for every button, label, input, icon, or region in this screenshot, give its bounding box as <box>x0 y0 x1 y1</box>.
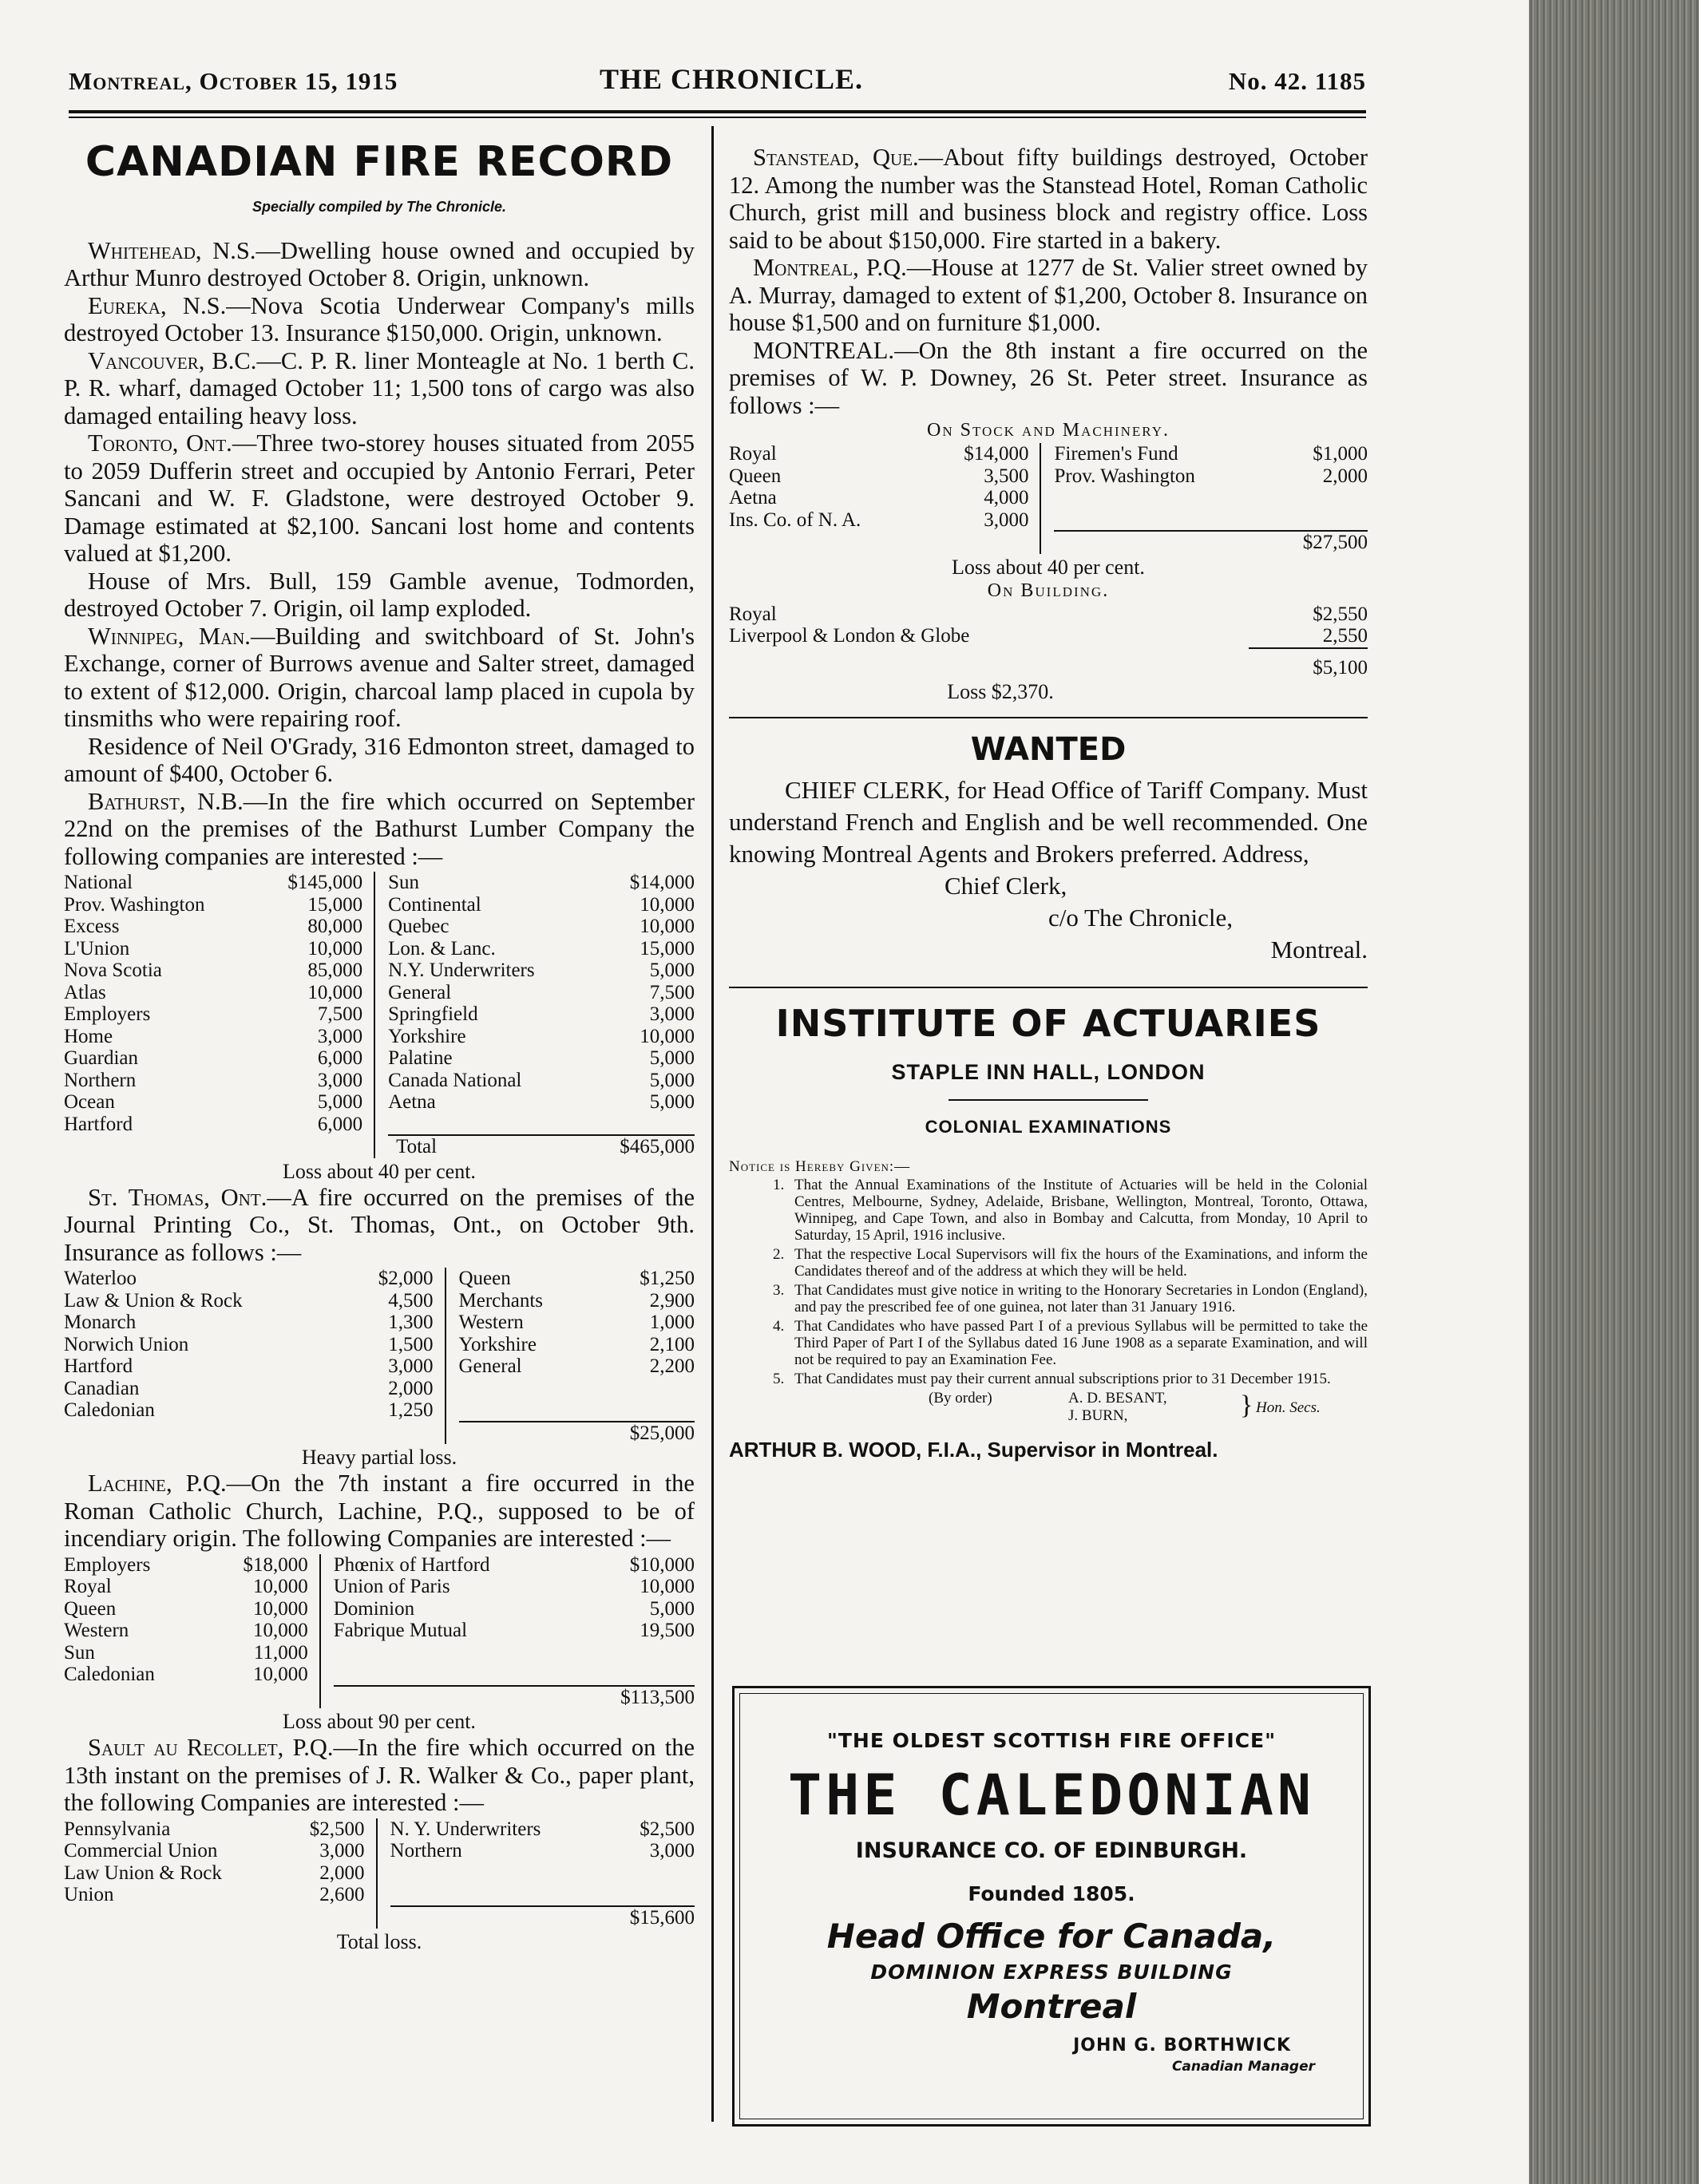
insured-amount: 2,600 <box>319 1884 365 1905</box>
company-name: Commercial Union <box>64 1840 218 1862</box>
stock-heading: On Stock and Machinery. <box>927 420 1170 441</box>
table-separator <box>362 1091 374 1114</box>
insured-amount: 3,000 <box>649 1003 695 1025</box>
table-row <box>64 982 695 1004</box>
company-name: Canada National <box>388 1069 522 1091</box>
wanted-title: WANTED <box>970 731 1127 768</box>
wanted-body: CHIEF CLERK, for Head Office of Tariff Company. Must understand French and English and be well recommended. One knowing Montreal Agents and Brokers preferred. Address, <box>729 776 1368 868</box>
montreal-valier-entry: Montreal, P.Q.—House at 1277 de St. Valier street owned by A. Murray, damaged to extent of $1,200, October 8. Insurance on house $1,500 and on furniture $1,000. <box>729 254 1368 336</box>
company-name: Western <box>64 1620 129 1641</box>
insured-amount: 4,500 <box>388 1289 434 1312</box>
company-name: Quebec <box>388 916 450 937</box>
table-separator <box>308 1554 320 1577</box>
insured-amount: 3,000 <box>317 1025 363 1047</box>
company-name: Prov. Washington <box>64 893 205 916</box>
table-separator <box>434 1399 446 1422</box>
company-name: Northern <box>390 1840 462 1862</box>
table-row <box>729 509 1368 532</box>
section-rule <box>729 717 1368 718</box>
notice-item: 5. That Candidates must pay their current annual subscriptions prior to 31 December 1915. <box>788 1371 1368 1387</box>
fire-entry: Winnipeg, Man.—Building and switchboard of St. John's Exchange, corner of Burrows avenue and Salter street, damaged to extent of $12,000. Origin, charcoal lamp placed in cupola by tinsmiths who were repairing roof. <box>64 622 695 732</box>
institute-subtitle: STAPLE INN HALL, LONDON <box>891 1060 1206 1084</box>
notice-item: 4. That Candidates who have passed Part I of a previous Syllabus will be permitted to take the Third Paper of Part I of the Syllabus dated 16 June 1908 as a separate Examination, and will not be required to pay an Examination Fee. <box>788 1318 1368 1368</box>
ad-manager-title: Canadian Manager <box>1171 2059 1315 2075</box>
company-name: Ins. Co. of N. A. <box>729 508 861 531</box>
insured-amount: 10,000 <box>252 1664 308 1685</box>
table-row <box>64 1026 695 1048</box>
header-rule <box>69 110 1366 113</box>
total-amount: $465,000 <box>591 1135 695 1158</box>
wanted-ad <box>729 731 1368 966</box>
company-name: Palatine <box>388 1047 453 1069</box>
table-separator <box>365 1840 377 1862</box>
company-name: Hartford <box>64 1113 133 1135</box>
building-loss-note: Loss $2,370. <box>947 680 1054 703</box>
wanted-address-line1: Chief Clerk, <box>945 872 1067 900</box>
table-separator <box>362 1047 374 1070</box>
brace: } <box>1240 1391 1253 1420</box>
table-separator <box>362 1114 374 1136</box>
insured-amount: $2,500 <box>309 1818 365 1840</box>
total-row <box>64 1906 695 1929</box>
fire-entry: Vancouver, B.C.—C. P. R. liner Monteagle at No. 1 berth C. P. R. wharf, damaged October 11; 1,500 tons of cargo was also damaged entailing heavy loss. <box>64 346 695 429</box>
total-amount: $5,100 <box>1249 648 1368 679</box>
ad-manager: JOHN G. BORTHWICK <box>1073 2036 1291 2055</box>
lachine-entry: Lachine, P.Q.—On the 7th instant a fire occurred in the Roman Catholic Church, Lachine, P.Q., supposed to be of incendiary origin. The following Companies are interested :— <box>64 1470 695 1552</box>
table-separator <box>362 938 374 960</box>
table-row <box>64 1642 695 1664</box>
table-row <box>64 1576 695 1598</box>
company-name: Excess <box>64 916 120 937</box>
table-separator <box>1028 487 1040 509</box>
insured-amount: 5,000 <box>649 959 695 981</box>
insured-amount: 2,900 <box>649 1289 695 1312</box>
company-name: General <box>388 981 452 1003</box>
total-amount: $15,600 <box>603 1906 695 1929</box>
company-name: Aetna <box>388 1091 436 1113</box>
insured-amount: 3,000 <box>984 508 1029 531</box>
table-separator <box>308 1576 320 1598</box>
company-name: Norwich Union <box>64 1333 189 1355</box>
company-name: Yorkshire <box>388 1025 466 1047</box>
insured-amount: 2,000 <box>319 1862 365 1884</box>
table-row <box>64 1290 695 1312</box>
table-separator <box>1028 465 1040 488</box>
insured-amount: 3,000 <box>319 1840 365 1862</box>
company-name: Springfield <box>388 1003 478 1025</box>
company-name: Queen <box>64 1597 117 1620</box>
insured-amount: 10,000 <box>252 1597 308 1620</box>
table-row <box>64 1378 695 1400</box>
company-name: Guardian <box>64 1047 139 1069</box>
total-row <box>729 531 1368 554</box>
company-name: Merchants <box>458 1289 544 1312</box>
table-separator <box>362 982 374 1004</box>
company-name: Phœnix of Hartford <box>333 1553 490 1576</box>
insured-amount: 3,000 <box>649 1840 695 1862</box>
table-row <box>64 959 695 982</box>
total-amount: $27,500 <box>1269 531 1368 554</box>
company-name: L'Union <box>64 937 130 959</box>
section-rule <box>729 987 1368 988</box>
insured-amount: 1,000 <box>649 1312 695 1333</box>
company-name: Canadian <box>64 1377 140 1399</box>
table-separator <box>362 916 374 938</box>
sault-loss-note: Total loss. <box>336 1930 422 1953</box>
insured-amount: 3,000 <box>317 1069 363 1091</box>
table-row <box>64 1334 695 1356</box>
company-name: Yorkshire <box>458 1333 537 1355</box>
company-name: Western <box>458 1312 524 1333</box>
ad-founded: Founded 1805. <box>968 1882 1135 1905</box>
table-separator <box>308 1598 320 1620</box>
notice-item: 3. That Candidates must give notice in writing to the Honorary Secretaries in London (England), and pay the prescribed fee of one guinea, not later than 31 January 1916. <box>788 1282 1368 1316</box>
insured-amount: 19,500 <box>640 1620 695 1641</box>
notice-item: 1. That the Annual Examinations of the Institute of Actuaries will be held in the Colonial Centres, Melbourne, Sydney, Adelaide, Brisbane, Wellington, Montreal, Toronto, Ottawa, Winnipeg, and Cape Town, and also in Bombay and Calcutta, from Monday, 10 April to Saturday, 15 April, 1916 inclusive. <box>788 1177 1368 1244</box>
st-thomas-insurance-table <box>64 1268 695 1444</box>
table-separator <box>434 1334 446 1356</box>
table-row <box>64 1070 695 1092</box>
company-name: Nova Scotia <box>64 959 162 981</box>
insured-amount: 6,000 <box>317 1047 363 1069</box>
insured-amount: 11,000 <box>253 1641 308 1664</box>
signature-block <box>729 1390 1368 1428</box>
bathurst-loss-note: Loss about 40 per cent. <box>283 1159 476 1183</box>
institute-section: COLONIAL EXAMINATIONS <box>925 1116 1172 1137</box>
table-separator <box>362 872 374 894</box>
montreal-downey-entry: MONTREAL.—On the 8th instant a fire occurred on the premises of W. P. Downey, 26 St. Peter street. Insurance as follows :— <box>729 336 1368 419</box>
insured-amount: 2,000 <box>388 1377 434 1399</box>
building-heading: On Building. <box>987 580 1110 601</box>
caledonian-ad <box>732 1686 1371 2127</box>
table-row <box>64 1091 695 1114</box>
table-separator <box>434 1268 446 1290</box>
table-row <box>64 1312 695 1334</box>
table-row <box>729 603 1368 626</box>
company-name: Union of Paris <box>333 1576 450 1597</box>
insured-amount: 4,000 <box>984 487 1029 508</box>
fire-entries <box>64 237 695 871</box>
ad-head-office: Head Office for Canada, <box>826 1917 1277 1956</box>
total-row <box>64 1135 695 1158</box>
table-separator <box>308 1664 320 1686</box>
insured-amount: 3,500 <box>984 465 1029 487</box>
table-row <box>729 465 1368 488</box>
company-name: Aetna <box>729 487 777 508</box>
insured-amount: 15,000 <box>307 893 363 916</box>
insured-amount: $2,000 <box>378 1268 434 1289</box>
signatory-1: A. D. BESANT, <box>1068 1390 1167 1407</box>
table-row <box>64 1554 695 1577</box>
company-name: Dominion <box>333 1597 415 1620</box>
insured-amount: 5,000 <box>649 1597 695 1620</box>
insured-amount: 5,000 <box>649 1047 695 1069</box>
st-thomas-entry: St. Thomas, Ont.—A fire occurred on the premises of the Journal Printing Co., St. Thomas, Ont., on October 9th. Insurance as follows :— <box>64 1183 695 1266</box>
company-name: Employers <box>64 1003 151 1025</box>
company-name: Queen <box>729 465 782 487</box>
institute-title: INSTITUTE OF ACTUARIES <box>775 1002 1321 1045</box>
book-page-edges <box>1529 0 1699 2184</box>
fire-entry: House of Mrs. Bull, 159 Gamble avenue, Todmorden, destroyed October 7. Origin, oil lamp exploded. <box>64 567 695 622</box>
insured-amount: $10,000 <box>629 1553 695 1576</box>
company-name: General <box>458 1355 522 1377</box>
signatory-2: J. BURN, <box>1068 1407 1128 1424</box>
company-name: Hartford <box>64 1355 133 1377</box>
supervisor-line: ARTHUR B. WOOD, F.I.A., Supervisor in Montreal. <box>729 1438 1218 1462</box>
company-name: Royal <box>729 443 777 465</box>
total-row <box>64 1422 695 1445</box>
table-row <box>64 1598 695 1620</box>
header-page-number: No. 42. 1185 <box>1228 67 1366 95</box>
company-name: National <box>64 872 133 893</box>
insured-amount: 7,500 <box>649 981 695 1003</box>
insured-amount: $145,000 <box>287 872 363 893</box>
table-separator <box>1028 443 1040 465</box>
company-name: Home <box>64 1025 113 1047</box>
sault-insurance-table <box>64 1818 695 1929</box>
wanted-address-line3: Montreal. <box>1270 936 1368 963</box>
company-name: Sun <box>64 1641 95 1664</box>
notice-items <box>729 1177 1368 1387</box>
insured-amount: 2,550 <box>1322 625 1368 647</box>
table-row <box>729 625 1368 648</box>
notice-body <box>729 1158 1368 1387</box>
company-name: Royal <box>64 1576 112 1597</box>
lachine-insurance-table <box>64 1554 695 1709</box>
company-name: N.Y. Underwriters <box>388 959 535 981</box>
table-separator <box>1028 509 1040 532</box>
company-name: Atlas <box>64 981 106 1003</box>
table-separator <box>434 1355 446 1378</box>
table-separator <box>434 1378 446 1400</box>
insured-amount: 5,000 <box>317 1091 363 1113</box>
insured-amount: 80,000 <box>307 916 363 937</box>
by-order: (By order) <box>929 1390 992 1407</box>
company-name: Firemen's Fund <box>1054 443 1178 465</box>
page-header <box>69 62 1366 101</box>
insured-amount: 5,000 <box>649 1069 695 1091</box>
table-row <box>64 1399 695 1422</box>
fire-entry: Toronto, Ont.—Three two-storey houses situated from 2055 to 2059 Dufferin street and occupied by Antonio Ferrari, Peter Sancani and W. F. Gladstone, were destroyed October 9. Damage estimated at $2,100. Sancani lost home and contents valued at $1,200. <box>64 429 695 567</box>
insured-amount: 5,000 <box>649 1091 695 1113</box>
table-separator <box>365 1862 377 1885</box>
table-separator <box>434 1290 446 1312</box>
fire-entry: Residence of Neil O'Grady, 316 Edmonton street, damaged to amount of $400, October 6. <box>64 732 695 787</box>
table-row <box>64 1862 695 1885</box>
table-row <box>64 1840 695 1862</box>
table-row <box>64 1268 695 1290</box>
insured-amount: 10,000 <box>640 916 695 937</box>
company-name: Employers <box>64 1553 151 1576</box>
insured-amount: 10,000 <box>307 981 363 1003</box>
insured-amount: 1,300 <box>388 1312 434 1333</box>
right-column <box>729 144 1368 1464</box>
insured-amount: 15,000 <box>640 937 695 959</box>
insured-amount: 2,100 <box>649 1333 695 1355</box>
table-row <box>64 894 695 916</box>
bathurst-insurance-table <box>64 872 695 1158</box>
insured-amount: 10,000 <box>640 893 695 916</box>
company-name: Royal <box>729 603 777 625</box>
table-separator <box>362 894 374 916</box>
company-name: Prov. Washington <box>1054 465 1195 487</box>
ad-city: Montreal <box>966 1987 1137 2026</box>
table-row <box>64 1003 695 1026</box>
insured-amount: $1,250 <box>640 1268 695 1289</box>
insured-amount: 10,000 <box>640 1025 695 1047</box>
insured-amount: 7,500 <box>317 1003 363 1025</box>
fire-record-title: CANADIAN FIRE RECORD <box>85 138 674 186</box>
table-row <box>64 1114 695 1136</box>
table-separator <box>362 1026 374 1048</box>
table-row <box>64 916 695 938</box>
insured-amount: 6,000 <box>317 1113 363 1135</box>
ad-company-sub: INSURANCE CO. OF EDINBURGH. <box>855 1838 1248 1863</box>
insured-amount: 85,000 <box>307 959 363 981</box>
company-name: Waterloo <box>64 1268 137 1289</box>
stock-loss-note: Loss about 40 per cent. <box>952 555 1145 579</box>
left-column <box>64 136 695 1954</box>
table-row <box>729 487 1368 509</box>
insured-amount: 3,000 <box>388 1355 434 1377</box>
company-name: Caledonian <box>64 1399 155 1421</box>
company-name: Union <box>64 1884 114 1905</box>
table-row <box>64 1664 695 1686</box>
company-name: Sun <box>388 872 419 893</box>
stock-insurance-table <box>729 443 1368 554</box>
insured-amount: $1,000 <box>1313 443 1368 465</box>
insured-amount: 1,500 <box>388 1333 434 1355</box>
company-name: Law & Union & Rock <box>64 1289 243 1312</box>
table-separator <box>365 1818 377 1841</box>
header-date: Montreal, October 15, 1915 <box>69 67 398 95</box>
table-row <box>64 1620 695 1642</box>
stanstead-entry: Stanstead, Que.—About fifty buildings destroyed, October 12. Among the number was the Stanstead Hotel, Roman Catholic Church, grist mill and business block and registry office. Loss said to be about $150,000. Fire started in a bakery. <box>729 144 1368 254</box>
table-row <box>64 1818 695 1841</box>
institute-notice <box>729 1003 1368 1464</box>
total-amount: $25,000 <box>592 1422 695 1445</box>
table-row <box>64 1884 695 1906</box>
lachine-loss-note: Loss about 90 per cent. <box>283 1710 476 1733</box>
table-separator <box>308 1620 320 1642</box>
fire-entry: Eureka, N.S.—Nova Scotia Underwear Company's mills destroyed October 13. Insurance $150,000. Origin, unknown. <box>64 291 695 346</box>
company-name: Continental <box>388 893 481 916</box>
company-name: Queen <box>458 1268 511 1289</box>
insured-amount: 2,000 <box>1322 465 1368 487</box>
insured-amount: $14,000 <box>964 443 1029 465</box>
insured-amount: 2,200 <box>649 1355 695 1377</box>
table-separator <box>365 1884 377 1906</box>
total-row <box>729 648 1368 679</box>
total-amount: $113,500 <box>579 1686 695 1709</box>
fire-record-subtitle: Specially compiled by The Chronicle. <box>251 199 507 215</box>
company-name: Pennsylvania <box>64 1818 171 1840</box>
insured-amount: 1,250 <box>388 1399 434 1421</box>
table-separator <box>362 1070 374 1092</box>
short-rule <box>949 1099 1148 1101</box>
company-name: Lon. & Lanc. <box>388 937 496 959</box>
table-row <box>64 1355 695 1378</box>
ad-tagline: "THE OLDEST SCOTTISH FIRE OFFICE" <box>826 1729 1277 1752</box>
table-separator <box>362 1003 374 1026</box>
caledonian-ad-inner <box>739 1693 1364 2119</box>
table-row <box>729 443 1368 465</box>
header-rule-thin <box>69 117 1366 118</box>
total-label: Total <box>388 1135 591 1158</box>
notice-item: 2. That the respective Local Supervisors will fix the hours of the Examinations, and inform the Candidates thereof and of the address at which they will be held. <box>788 1246 1368 1280</box>
table-row <box>64 938 695 960</box>
insured-amount: $2,550 <box>1313 603 1368 625</box>
insured-amount: 10,000 <box>307 937 363 959</box>
header-title: THE CHRONICLE. <box>600 63 864 95</box>
sault-entry: Sault au Recollet, P.Q.—In the fire which occurred on the 13th instant on the premises of J. R. Walker & Co., paper plant, the following Companies are interested :— <box>64 1734 695 1816</box>
notice-heading: Notice is Hereby Given:— <box>729 1158 911 1175</box>
company-name: Fabrique Mutual <box>333 1620 468 1641</box>
insured-amount: $14,000 <box>629 872 695 893</box>
insured-amount: 10,000 <box>252 1576 308 1597</box>
company-name: Caledonian <box>64 1664 155 1685</box>
column-divider <box>711 126 714 2122</box>
company-name: Law Union & Rock <box>64 1862 222 1884</box>
table-row <box>64 872 695 894</box>
company-name: Northern <box>64 1069 137 1091</box>
total-row <box>64 1686 695 1709</box>
insured-amount: $18,000 <box>243 1553 308 1576</box>
table-separator <box>434 1312 446 1334</box>
company-name: Ocean <box>64 1091 115 1113</box>
hon-secs: Hon. Secs. <box>1256 1399 1321 1416</box>
fire-entry: Whitehead, N.S.—Dwelling house owned and occupied by Arthur Munro destroyed October 8. Origin, unknown. <box>64 236 695 291</box>
insured-amount: 10,000 <box>640 1576 695 1597</box>
wanted-address-line2: c/o The Chronicle, <box>1048 904 1234 932</box>
table-row <box>64 1047 695 1070</box>
st-thomas-loss-note: Heavy partial loss. <box>301 1446 457 1469</box>
insured-amount: 10,000 <box>252 1620 308 1641</box>
ad-company-name: THE CALEDONIAN <box>787 1763 1315 1828</box>
company-name: Monarch <box>64 1312 137 1333</box>
building-insurance-table <box>729 603 1368 679</box>
insured-amount: $2,500 <box>640 1818 695 1840</box>
table-separator <box>308 1642 320 1664</box>
company-name: Liverpool & London & Globe <box>729 625 970 647</box>
table-separator <box>362 959 374 982</box>
ad-building: DOMINION EXPRESS BUILDING <box>870 1960 1233 1984</box>
fire-entry: Bathurst, N.B.—In the fire which occurred on September 22nd on the premises of the Bathurst Lumber Company the following companies are interested :— <box>64 787 695 870</box>
company-name: N. Y. Underwriters <box>390 1818 541 1840</box>
